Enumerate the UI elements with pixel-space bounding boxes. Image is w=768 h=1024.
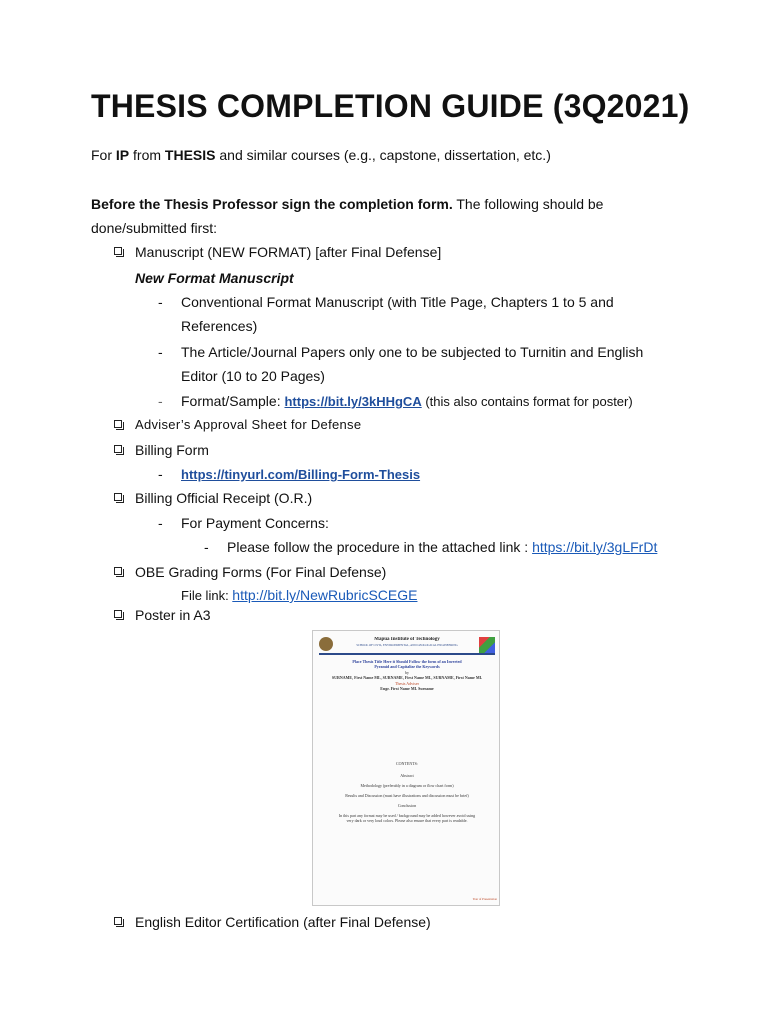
checkbox-icon — [114, 420, 122, 428]
intro-line — [91, 145, 551, 165]
poster-by: by — [405, 670, 409, 675]
before-rest-1: The following should be — [452, 196, 604, 212]
sub-item-conventional-2: References) — [181, 318, 258, 334]
checkbox-icon — [114, 247, 122, 255]
intro-from: from — [129, 147, 165, 163]
item-poster: Poster in A3 — [135, 607, 211, 623]
sub-item-format — [181, 391, 633, 412]
checkbox-icon — [114, 917, 122, 925]
poster-institute: Mapúa Institute of Technology — [374, 637, 440, 642]
dash-bullet: - — [158, 466, 163, 482]
new-format-heading: New Format Manuscript — [135, 270, 294, 286]
dash-bullet: - — [158, 344, 163, 360]
sub-item-conventional: Conventional Format Manuscript (with Title Page, Chapters 1 to 5 and — [181, 294, 614, 310]
poster-contents: CONTENTS: — [396, 761, 418, 766]
header-rule — [319, 653, 495, 655]
intro-for: For — [91, 147, 116, 163]
poster-school: SCHOOL OF CIVIL, ENVIRONMENTAL, AND GEOLOGICAL ENGINEERING — [356, 643, 458, 647]
intro-ip: IP — [115, 147, 130, 163]
format-label: Format/Sample: — [181, 393, 285, 409]
poster-adviser-label: Thesis Adviser — [395, 681, 419, 686]
file-link-line — [181, 585, 417, 606]
sub-item-article: The Article/Journal Papers only one to be subjected to Turnitin and English — [181, 344, 644, 360]
item-english-editor: English Editor Certification (after Final Defense) — [135, 914, 431, 930]
poster-conclusion: Conclusion — [397, 803, 417, 808]
item-adviser: Adviser’s Approval Sheet for Defense — [135, 417, 362, 432]
poster-note-1: In this part any format may be used / background may be added however avoid using — [338, 813, 476, 818]
checkbox-icon — [114, 493, 122, 501]
poster-title-1: Place Thesis Title Here it Should Follow the form of an Inverted — [352, 659, 462, 664]
item-manuscript: Manuscript (NEW FORMAT) [after Final Defense] — [135, 244, 442, 260]
poster-abstract: Abstract — [400, 773, 414, 778]
payment-concerns: For Payment Concerns: — [181, 515, 329, 531]
billing-form-link-line — [181, 464, 420, 485]
dash-bullet: - — [158, 393, 163, 409]
poster-sample-image — [312, 630, 500, 906]
dash-bullet: - — [158, 515, 163, 531]
item-obe: OBE Grading Forms (For Final Defense) — [135, 564, 387, 580]
poster-methodology: Methodology (preferably in a diagram or flow chart form) — [360, 783, 454, 788]
before-line-2: done/submitted first: — [91, 220, 218, 236]
item-billing-or: Billing Official Receipt (O.R.) — [135, 490, 313, 506]
procedure-text: Please follow the procedure in the attached link : — [227, 539, 533, 555]
poster-title-2: Pyramid and Capitalize the Keywords — [374, 664, 440, 669]
poster-footer: Year of Presentation — [472, 897, 497, 901]
rubric-link[interactable]: http://bit.ly/NewRubricSCEGE — [232, 587, 418, 603]
poster-note-2: very dark or very loud colors. Please also ensure that every part is readable. — [346, 818, 468, 823]
procedure-line — [227, 537, 657, 557]
dash-bullet: - — [158, 294, 163, 310]
sub-item-article-2: Editor (10 to 20 Pages) — [181, 368, 325, 384]
before-line — [91, 194, 603, 214]
format-note: (this also contains format for poster) — [421, 394, 633, 409]
procedure-link[interactable]: https://bit.ly/3gLFrDt — [532, 539, 658, 555]
poster-results: Results and Discussion (must have illustrations and discussion must be brief) — [345, 793, 469, 798]
intro-thesis: THESIS — [164, 147, 216, 163]
checkbox-icon — [114, 445, 122, 453]
poster-adviser-name: Engr. First Name MI. Surname — [380, 686, 434, 691]
file-link-label: File link: — [181, 588, 233, 603]
checkbox-icon — [114, 567, 122, 575]
checkbox-icon — [114, 610, 122, 618]
item-billing-form: Billing Form — [135, 442, 209, 458]
dash-bullet: - — [204, 539, 209, 555]
before-bold: Before the Thesis Professor sign the completion form. — [91, 196, 453, 212]
format-sample-link[interactable]: https://bit.ly/3kHHgCA — [284, 394, 422, 409]
billing-form-link[interactable]: https://tinyurl.com/Billing-Form-Thesis — [181, 467, 421, 482]
document-title: THESIS COMPLETION GUIDE (3Q2021) — [91, 88, 690, 124]
intro-rest: and similar courses (e.g., capstone, dissertation, etc.) — [215, 147, 551, 163]
poster-authors: SURNAME, First Name MI., SURNAME, First Name MI., SURNAME, First Name MI. — [331, 675, 483, 680]
